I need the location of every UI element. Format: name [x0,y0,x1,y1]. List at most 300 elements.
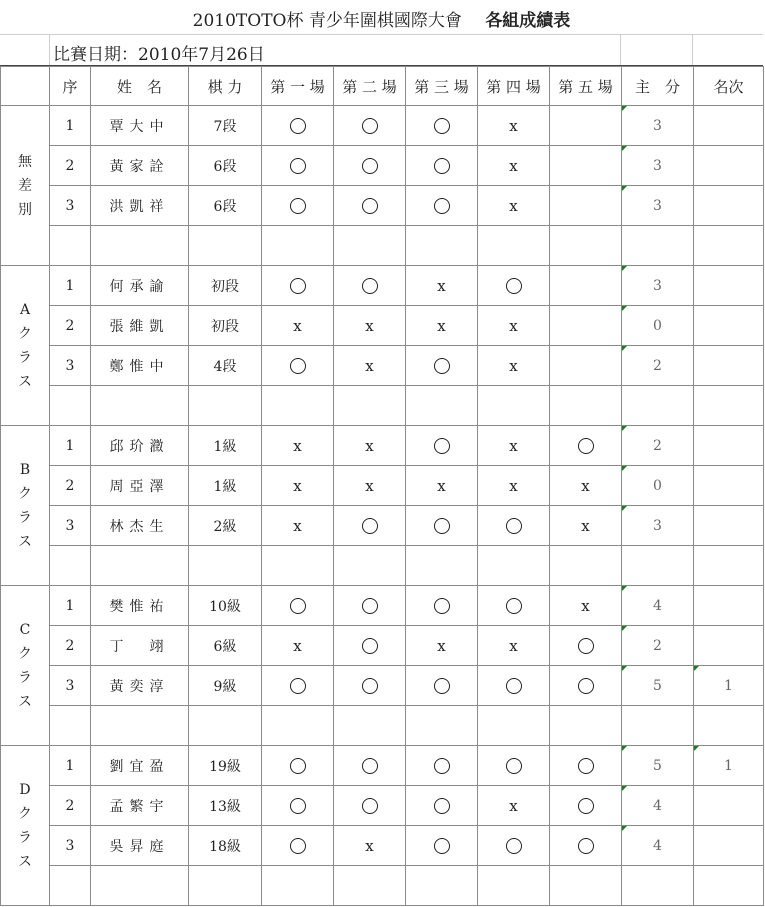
win-circle-icon [362,278,378,294]
loss-x-icon: x [509,636,518,655]
seq-number: 3 [50,346,91,386]
win-circle-icon [434,118,450,134]
score-value: 3 [653,277,662,294]
match-result [550,506,622,546]
column-header: 姓 名 [91,67,189,106]
loss-x-icon: x [509,196,518,215]
match-result [550,106,622,146]
score-value: 3 [653,117,662,134]
loss-x-icon: x [581,516,590,535]
match-result [478,146,550,186]
score [622,666,694,706]
empty-cell [334,226,406,266]
place-value: 1 [724,677,733,694]
player-name [91,826,189,866]
empty-cell [622,706,694,746]
player-name-text: 張維凱 [109,318,170,335]
empty-cell [478,706,550,746]
loss-x-icon: x [437,636,446,655]
empty-cell [262,386,334,426]
column-header: 第 一 場 [262,67,334,106]
match-result [262,346,334,386]
win-circle-icon [506,278,522,294]
empty-cell [189,546,262,586]
empty-cell [694,386,764,426]
loss-x-icon: x [365,836,374,855]
table-row [1,346,764,386]
seq-number: 3 [50,506,91,546]
place-value: 1 [724,757,733,774]
loss-x-icon: x [581,596,590,615]
empty-cell [262,546,334,586]
player-name-text: 吳昇庭 [109,838,170,855]
player-name-text: 丁 翊 [109,638,170,655]
match-result [262,506,334,546]
win-circle-icon [362,638,378,654]
empty-cell [550,226,622,266]
loss-x-icon: x [509,796,518,815]
empty-cell [334,546,406,586]
score-value: 3 [653,157,662,174]
empty-cell [262,226,334,266]
win-circle-icon [362,598,378,614]
column-header: 第 四 場 [478,67,550,106]
table-row [1,266,764,306]
match-result [406,106,478,146]
player-rank: 6段 [189,186,262,226]
empty-cell [478,226,550,266]
table-row [1,506,764,546]
seq-number: 3 [50,826,91,866]
blank-row [1,706,764,746]
match-result [334,266,406,306]
win-circle-icon [290,678,306,694]
seq-number: 1 [50,426,91,466]
group-label [1,586,50,746]
player-name [91,186,189,226]
table-row [1,106,764,146]
win-circle-icon [362,518,378,534]
empty-cell [622,226,694,266]
match-result [262,186,334,226]
empty-cell [91,706,189,746]
column-header: 序 [50,67,91,106]
player-name-text: 邱玠瀓 [109,438,170,455]
match-result [406,186,478,226]
win-circle-icon [290,118,306,134]
match-result [406,586,478,626]
match-result [478,506,550,546]
seq-number: 1 [50,106,91,146]
empty-cell [91,386,189,426]
place [694,786,764,826]
match-result [262,666,334,706]
table-row [1,586,764,626]
place [694,106,764,146]
win-circle-icon [434,678,450,694]
match-result [550,586,622,626]
empty-cell [622,546,694,586]
match-result [334,746,406,786]
player-name [91,666,189,706]
player-name-text: 劉宜盈 [109,758,170,775]
player-name [91,346,189,386]
place [694,746,764,786]
match-result [550,626,622,666]
score [622,186,694,226]
match-result [406,266,478,306]
score-value: 0 [653,317,662,334]
empty-cell [550,546,622,586]
seq-number: 2 [50,626,91,666]
loss-x-icon: x [365,356,374,375]
title-row [0,0,763,35]
match-result [334,506,406,546]
player-name [91,586,189,626]
place [694,266,764,306]
loss-x-icon: x [437,276,446,295]
seq-number: 2 [50,466,91,506]
empty-cell [622,386,694,426]
player-name [91,146,189,186]
seq-number: 2 [50,306,91,346]
player-name-text: 洪凱祥 [109,198,170,215]
column-header: 第 三 場 [406,67,478,106]
player-rank: 19級 [189,746,262,786]
score [622,426,694,466]
player-name-text: 林杰生 [109,518,170,535]
place [694,146,764,186]
win-circle-icon [290,158,306,174]
cell-marker [622,106,627,111]
player-rank: 1級 [189,426,262,466]
empty-cell [50,866,91,906]
player-name-text: 黃奕淳 [109,678,170,695]
match-result [550,826,622,866]
group-name: 無 差 別 [18,153,32,218]
blank-row [1,866,764,906]
match-result [334,586,406,626]
group-name: D ク ラ ス [18,781,32,870]
score [622,466,694,506]
match-result [334,626,406,666]
score-value: 4 [653,597,662,614]
player-rank: 6級 [189,626,262,666]
seq-number: 1 [50,266,91,306]
loss-x-icon: x [509,476,518,495]
empty-cell [334,706,406,746]
score-value: 2 [653,437,662,454]
loss-x-icon: x [365,476,374,495]
win-circle-icon [578,638,594,654]
group-label [1,426,50,586]
match-result [478,186,550,226]
win-circle-icon [290,278,306,294]
win-circle-icon [290,598,306,614]
place [694,186,764,226]
place [694,506,764,546]
win-circle-icon [290,198,306,214]
table-row [1,786,764,826]
score [622,506,694,546]
empty-cell [334,866,406,906]
match-result [478,826,550,866]
score-value: 2 [653,357,662,374]
match-result [406,426,478,466]
empty-cell [478,386,550,426]
table-row [1,306,764,346]
blank-row [1,386,764,426]
player-name [91,506,189,546]
loss-x-icon: x [365,436,374,455]
seq-number: 3 [50,186,91,226]
player-rank: 13級 [189,786,262,826]
empty-cell [189,706,262,746]
table-row [1,826,764,866]
column-header: 第 五 場 [550,67,622,106]
player-name [91,746,189,786]
cell-divider [692,35,693,65]
match-result [262,146,334,186]
player-rank: 9級 [189,666,262,706]
win-circle-icon [434,198,450,214]
win-circle-icon [578,678,594,694]
player-name-text: 鄭惟中 [109,358,170,375]
cell-marker [622,666,627,671]
match-result [478,626,550,666]
table-row [1,666,764,706]
match-result [262,586,334,626]
loss-x-icon: x [365,316,374,335]
match-result [406,626,478,666]
cell-marker [622,346,627,351]
match-result [406,306,478,346]
match-result [478,426,550,466]
win-circle-icon [434,598,450,614]
player-name [91,786,189,826]
score [622,306,694,346]
match-result [406,346,478,386]
match-result [478,746,550,786]
match-result [334,466,406,506]
seq-number: 3 [50,666,91,706]
loss-x-icon: x [437,316,446,335]
win-circle-icon [362,198,378,214]
score-value: 0 [653,477,662,494]
match-result [550,426,622,466]
empty-cell [189,866,262,906]
match-result [334,186,406,226]
empty-cell [550,706,622,746]
table-row [1,746,764,786]
seq-number: 1 [50,586,91,626]
win-circle-icon [290,838,306,854]
cell-marker [622,426,627,431]
empty-cell [406,546,478,586]
column-header: 名次 [694,67,764,106]
win-circle-icon [434,518,450,534]
table-row [1,186,764,226]
empty-cell [50,226,91,266]
win-circle-icon [362,798,378,814]
loss-x-icon: x [581,476,590,495]
match-result [550,186,622,226]
empty-cell [550,866,622,906]
score [622,106,694,146]
score [622,346,694,386]
score-value: 5 [653,677,662,694]
score [622,786,694,826]
header-row [1,67,764,106]
player-rank: 2級 [189,506,262,546]
place [694,466,764,506]
player-rank: 10級 [189,586,262,626]
empty-cell [406,866,478,906]
score [622,746,694,786]
empty-cell [91,546,189,586]
win-circle-icon [506,518,522,534]
empty-cell [262,866,334,906]
cell-marker [622,586,627,591]
cell-marker [694,666,699,671]
score-value: 3 [653,517,662,534]
match-result [550,786,622,826]
seq-number: 1 [50,746,91,786]
cell-marker [622,146,627,151]
empty-cell [406,386,478,426]
player-name [91,306,189,346]
match-result [406,826,478,866]
match-result [478,266,550,306]
column-header: 主 分 [622,67,694,106]
table-row [1,146,764,186]
match-result [334,826,406,866]
player-name-text: 樊惟祐 [109,598,170,615]
score-value: 5 [653,757,662,774]
empty-cell [406,226,478,266]
match-result [550,666,622,706]
player-name-text: 周亞澤 [109,478,170,495]
empty-cell [50,386,91,426]
win-circle-icon [434,758,450,774]
empty-cell [550,386,622,426]
match-result [334,106,406,146]
loss-x-icon: x [509,316,518,335]
group-label [1,106,50,266]
player-rank: 初段 [189,306,262,346]
score-value: 3 [653,197,662,214]
table-row [1,466,764,506]
loss-x-icon: x [509,156,518,175]
loss-x-icon: x [293,436,302,455]
place [694,826,764,866]
player-rank: 6段 [189,146,262,186]
player-name-text: 何承諭 [109,278,170,295]
match-result [550,746,622,786]
cell-marker [622,186,627,191]
win-circle-icon [506,758,522,774]
empty-cell [406,706,478,746]
empty-cell [478,866,550,906]
match-result [262,466,334,506]
win-circle-icon [290,358,306,374]
place [694,346,764,386]
place [694,306,764,346]
match-result [262,826,334,866]
win-circle-icon [362,158,378,174]
loss-x-icon: x [293,516,302,535]
table-row [1,626,764,666]
score [622,146,694,186]
player-rank: 7段 [189,106,262,146]
empty-cell [694,226,764,266]
player-name [91,106,189,146]
place [694,626,764,666]
win-circle-icon [362,678,378,694]
match-result [406,146,478,186]
win-circle-icon [434,358,450,374]
match-result [550,306,622,346]
cell-marker [622,466,627,471]
match-result [262,426,334,466]
match-result [550,266,622,306]
match-result [262,746,334,786]
player-rank: 1級 [189,466,262,506]
loss-x-icon: x [293,316,302,335]
group-name: A ク ラ ス [18,301,32,390]
empty-cell [50,546,91,586]
column-header: 棋 力 [189,67,262,106]
cell-marker [622,826,627,831]
match-result [334,346,406,386]
score-value: 2 [653,637,662,654]
group-name: C ク ラ ス [18,621,32,710]
match-result [334,306,406,346]
loss-x-icon: x [509,116,518,135]
empty-cell [694,546,764,586]
match-result [334,666,406,706]
cell-marker [622,266,627,271]
player-name-text: 孟繁宇 [109,798,170,815]
match-result [262,106,334,146]
title-main: 2010TOTO杯 青少年圍棋國際大會 [192,11,462,31]
match-result [262,786,334,826]
empty-cell [334,386,406,426]
player-rank: 初段 [189,266,262,306]
group-label [1,266,50,426]
match-result [550,146,622,186]
score [622,826,694,866]
win-circle-icon [578,758,594,774]
empty-cell [50,706,91,746]
place [694,426,764,466]
match-result [262,626,334,666]
player-rank: 4段 [189,346,262,386]
header-blank [1,67,50,106]
match-result [550,346,622,386]
player-rank: 18級 [189,826,262,866]
cell-marker [622,626,627,631]
empty-cell [189,386,262,426]
win-circle-icon [506,678,522,694]
win-circle-icon [578,438,594,454]
match-result [478,106,550,146]
match-result [334,426,406,466]
match-result [406,786,478,826]
loss-x-icon: x [293,476,302,495]
cell-marker [622,786,627,791]
match-result [406,466,478,506]
